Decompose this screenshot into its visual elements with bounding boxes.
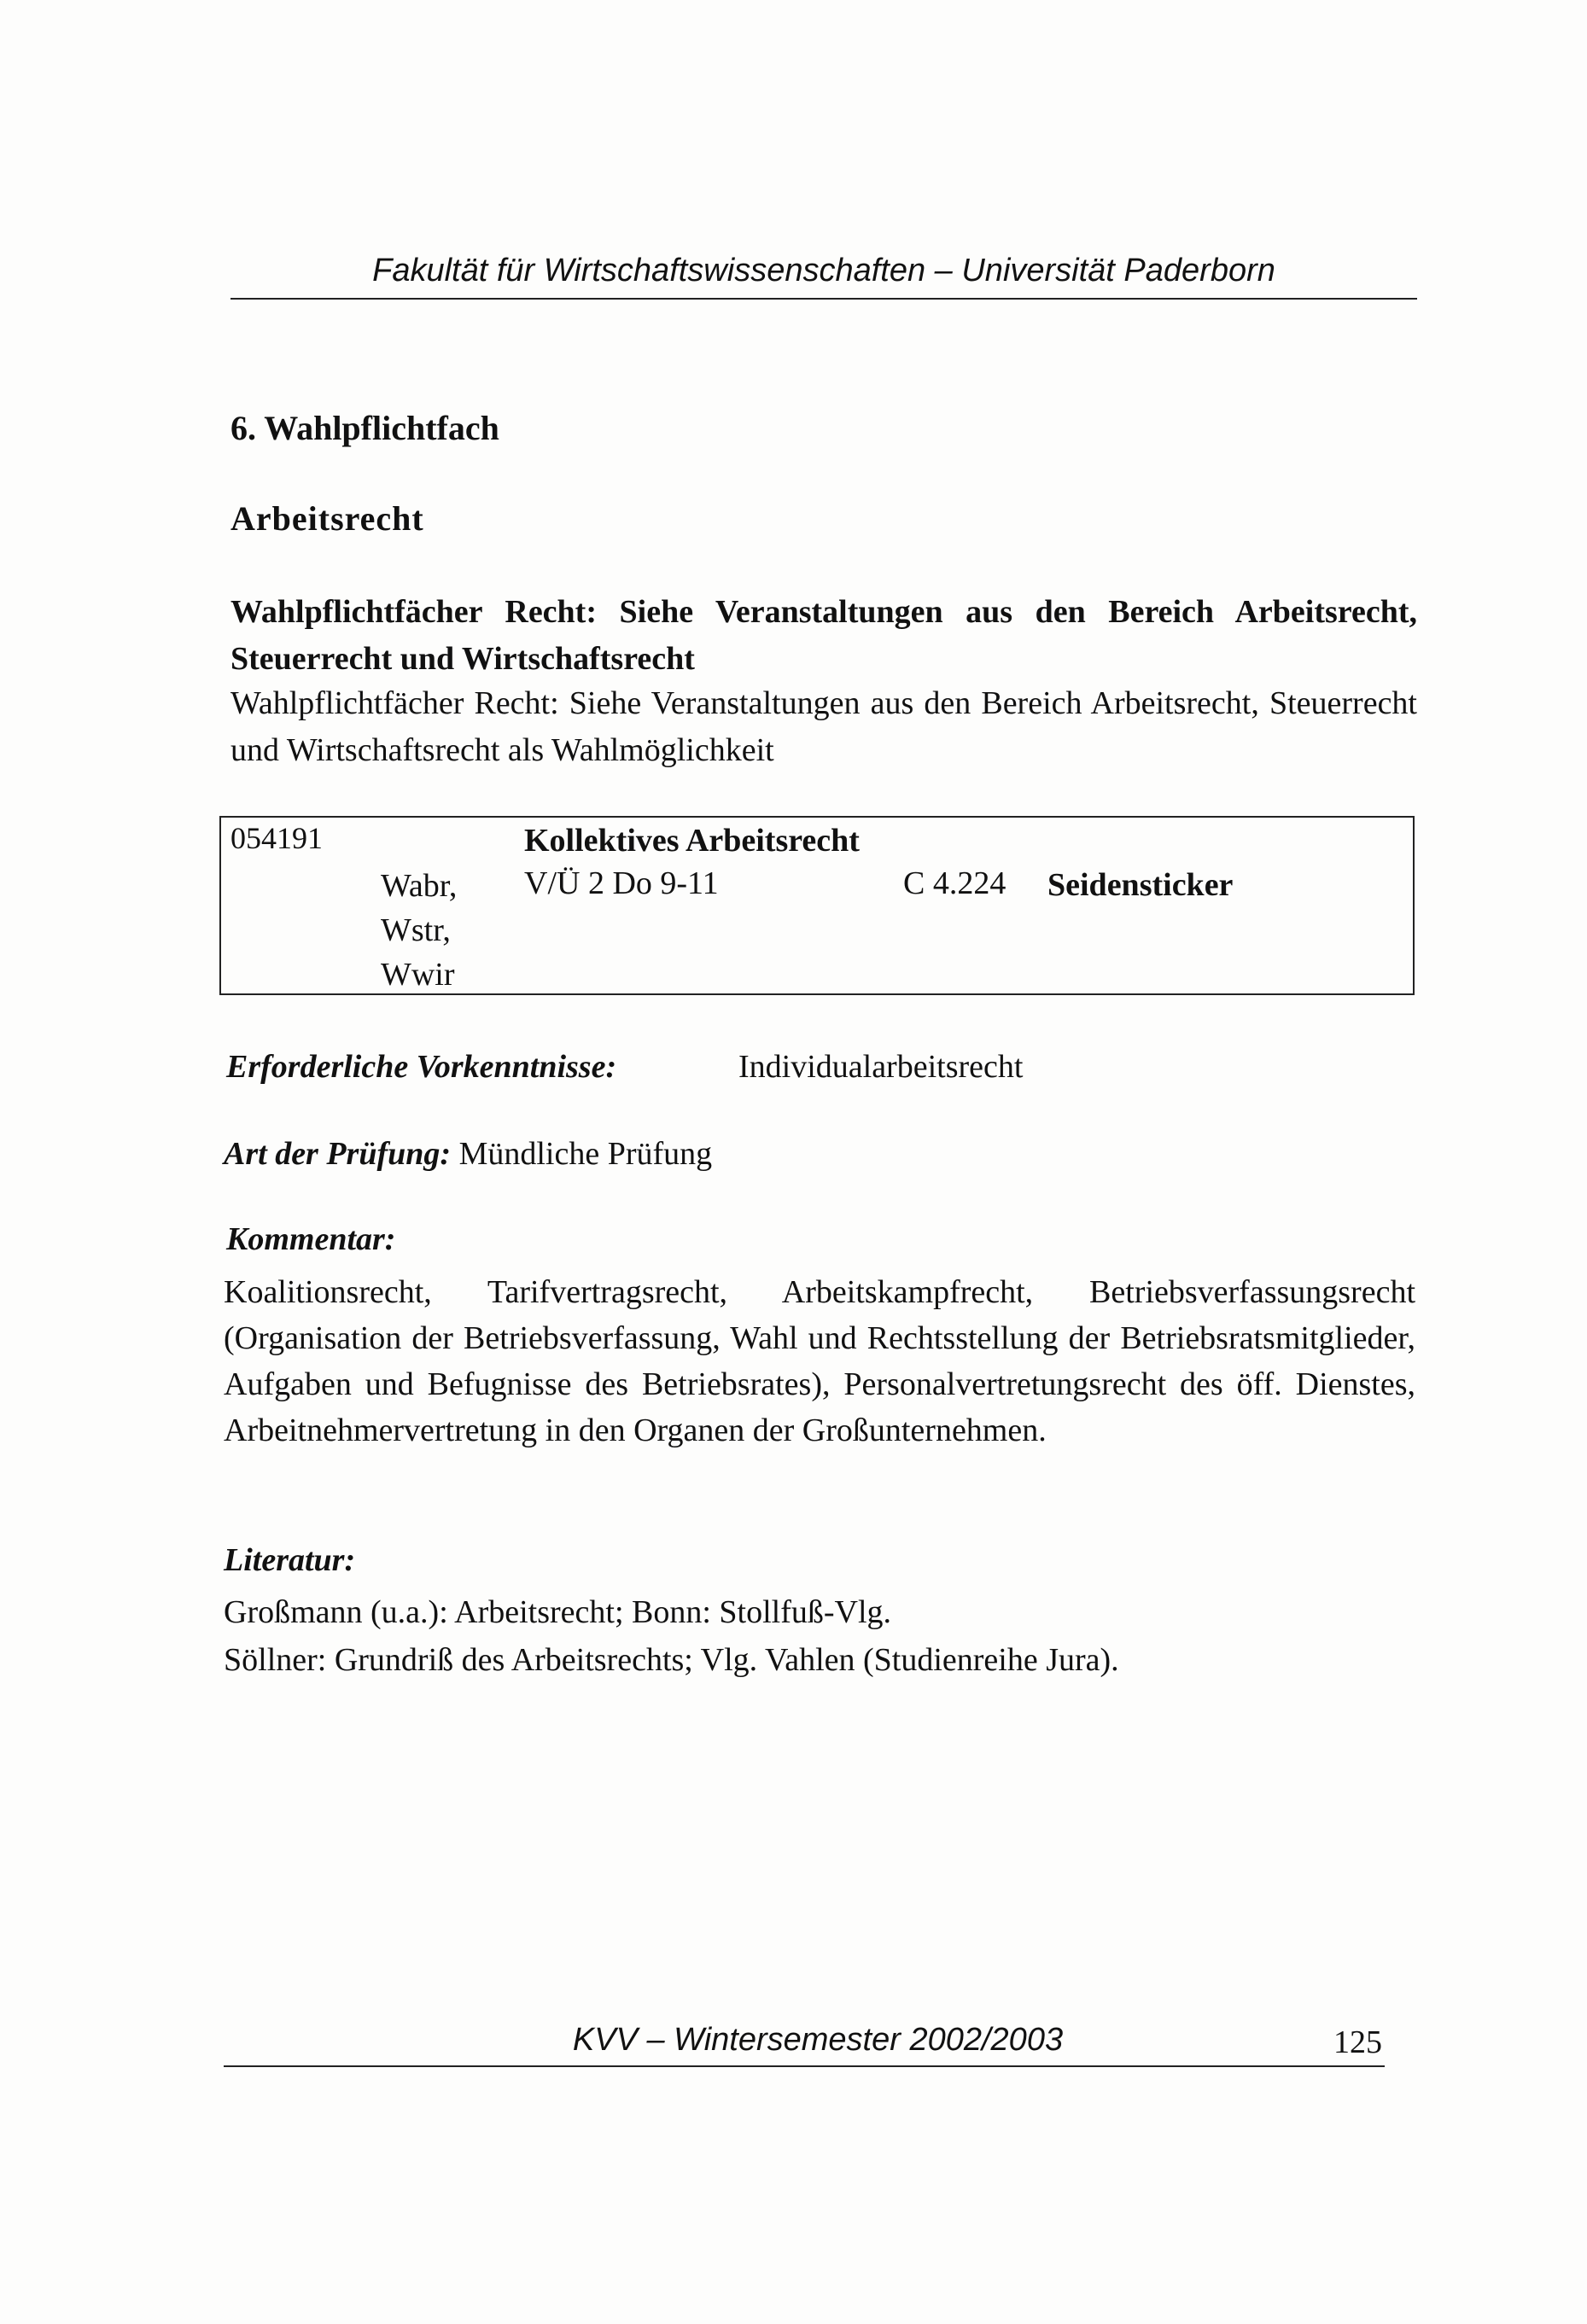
comment-text: Koalitionsrecht, Tarifvertragsrecht, Arbeitskampfrecht, Betriebsverfassungsrecht (Organisation der Betriebsverfassung, Wahl und Rechtsstellung der Betriebsratsmitglieder, Aufgaben und Befugnisse des Betriebsrates), Personalvertretungsrecht des öff. Dienstes, Arbeitnehmervertretung in den Organen der Großunternehmen. bbox=[224, 1274, 1415, 1448]
footer-rule bbox=[224, 2065, 1385, 2067]
section-heading: 6. Wahlpflichtfach bbox=[230, 409, 499, 447]
intro-plain: Wahlpflichtfächer Recht: Siehe Veranstaltungen aus den Bereich Arbeitsrecht, Steuerrecht und Wirtschaftsrecht als Wahlmöglichkeit bbox=[230, 685, 1417, 768]
course-field: Wstr, bbox=[381, 912, 451, 948]
course-schedule: V/Ü 2 Do 9-11 bbox=[524, 865, 719, 901]
page-footer: KVV – Wintersemester 2002/2003 bbox=[572, 2022, 1064, 2058]
subject-heading: Arbeitsrecht bbox=[230, 499, 424, 538]
intro-bold: Wahlpflichtfächer Recht: Siehe Veranstaltungen aus den Bereich Arbeitsrecht, Steuerrecht und Wirtschaftsrecht bbox=[230, 594, 1417, 677]
course-fields bbox=[381, 864, 457, 997]
literature-item: Großmann (u.a.): Arbeitsrecht; Bonn: Stollfuß-Vlg. bbox=[224, 1594, 892, 1630]
course-field: Wwir bbox=[381, 957, 455, 993]
literature-item: Söllner: Grundriß des Arbeitsrechts; Vlg. Vahlen (Studienreihe Jura). bbox=[224, 1642, 1119, 1678]
course-title: Kollektives Arbeitsrecht bbox=[524, 823, 860, 859]
course-lecturer: Seidensticker bbox=[1047, 867, 1234, 903]
course-room: C 4.224 bbox=[903, 865, 1006, 901]
comment-label: Kommentar: bbox=[226, 1221, 396, 1257]
literature-label: Literatur: bbox=[224, 1542, 356, 1578]
literature-list bbox=[224, 1588, 1119, 1684]
page-number: 125 bbox=[1333, 2024, 1382, 2060]
prerequisites-label: Erforderliche Vorkenntnisse: bbox=[226, 1049, 617, 1085]
header-rule bbox=[230, 298, 1417, 300]
page-header: Fakultät für Wirtschaftswissenschaften – Universität Paderborn bbox=[372, 253, 1275, 288]
course-number: 054191 bbox=[230, 821, 323, 855]
course-field: Wabr, bbox=[381, 868, 458, 904]
exam-line bbox=[224, 1135, 712, 1173]
prerequisites-value: Individualarbeitsrecht bbox=[738, 1049, 1024, 1085]
exam-label: Art der Prüfung: bbox=[224, 1136, 452, 1172]
exam-value: Mündliche Prüfung bbox=[458, 1136, 713, 1172]
